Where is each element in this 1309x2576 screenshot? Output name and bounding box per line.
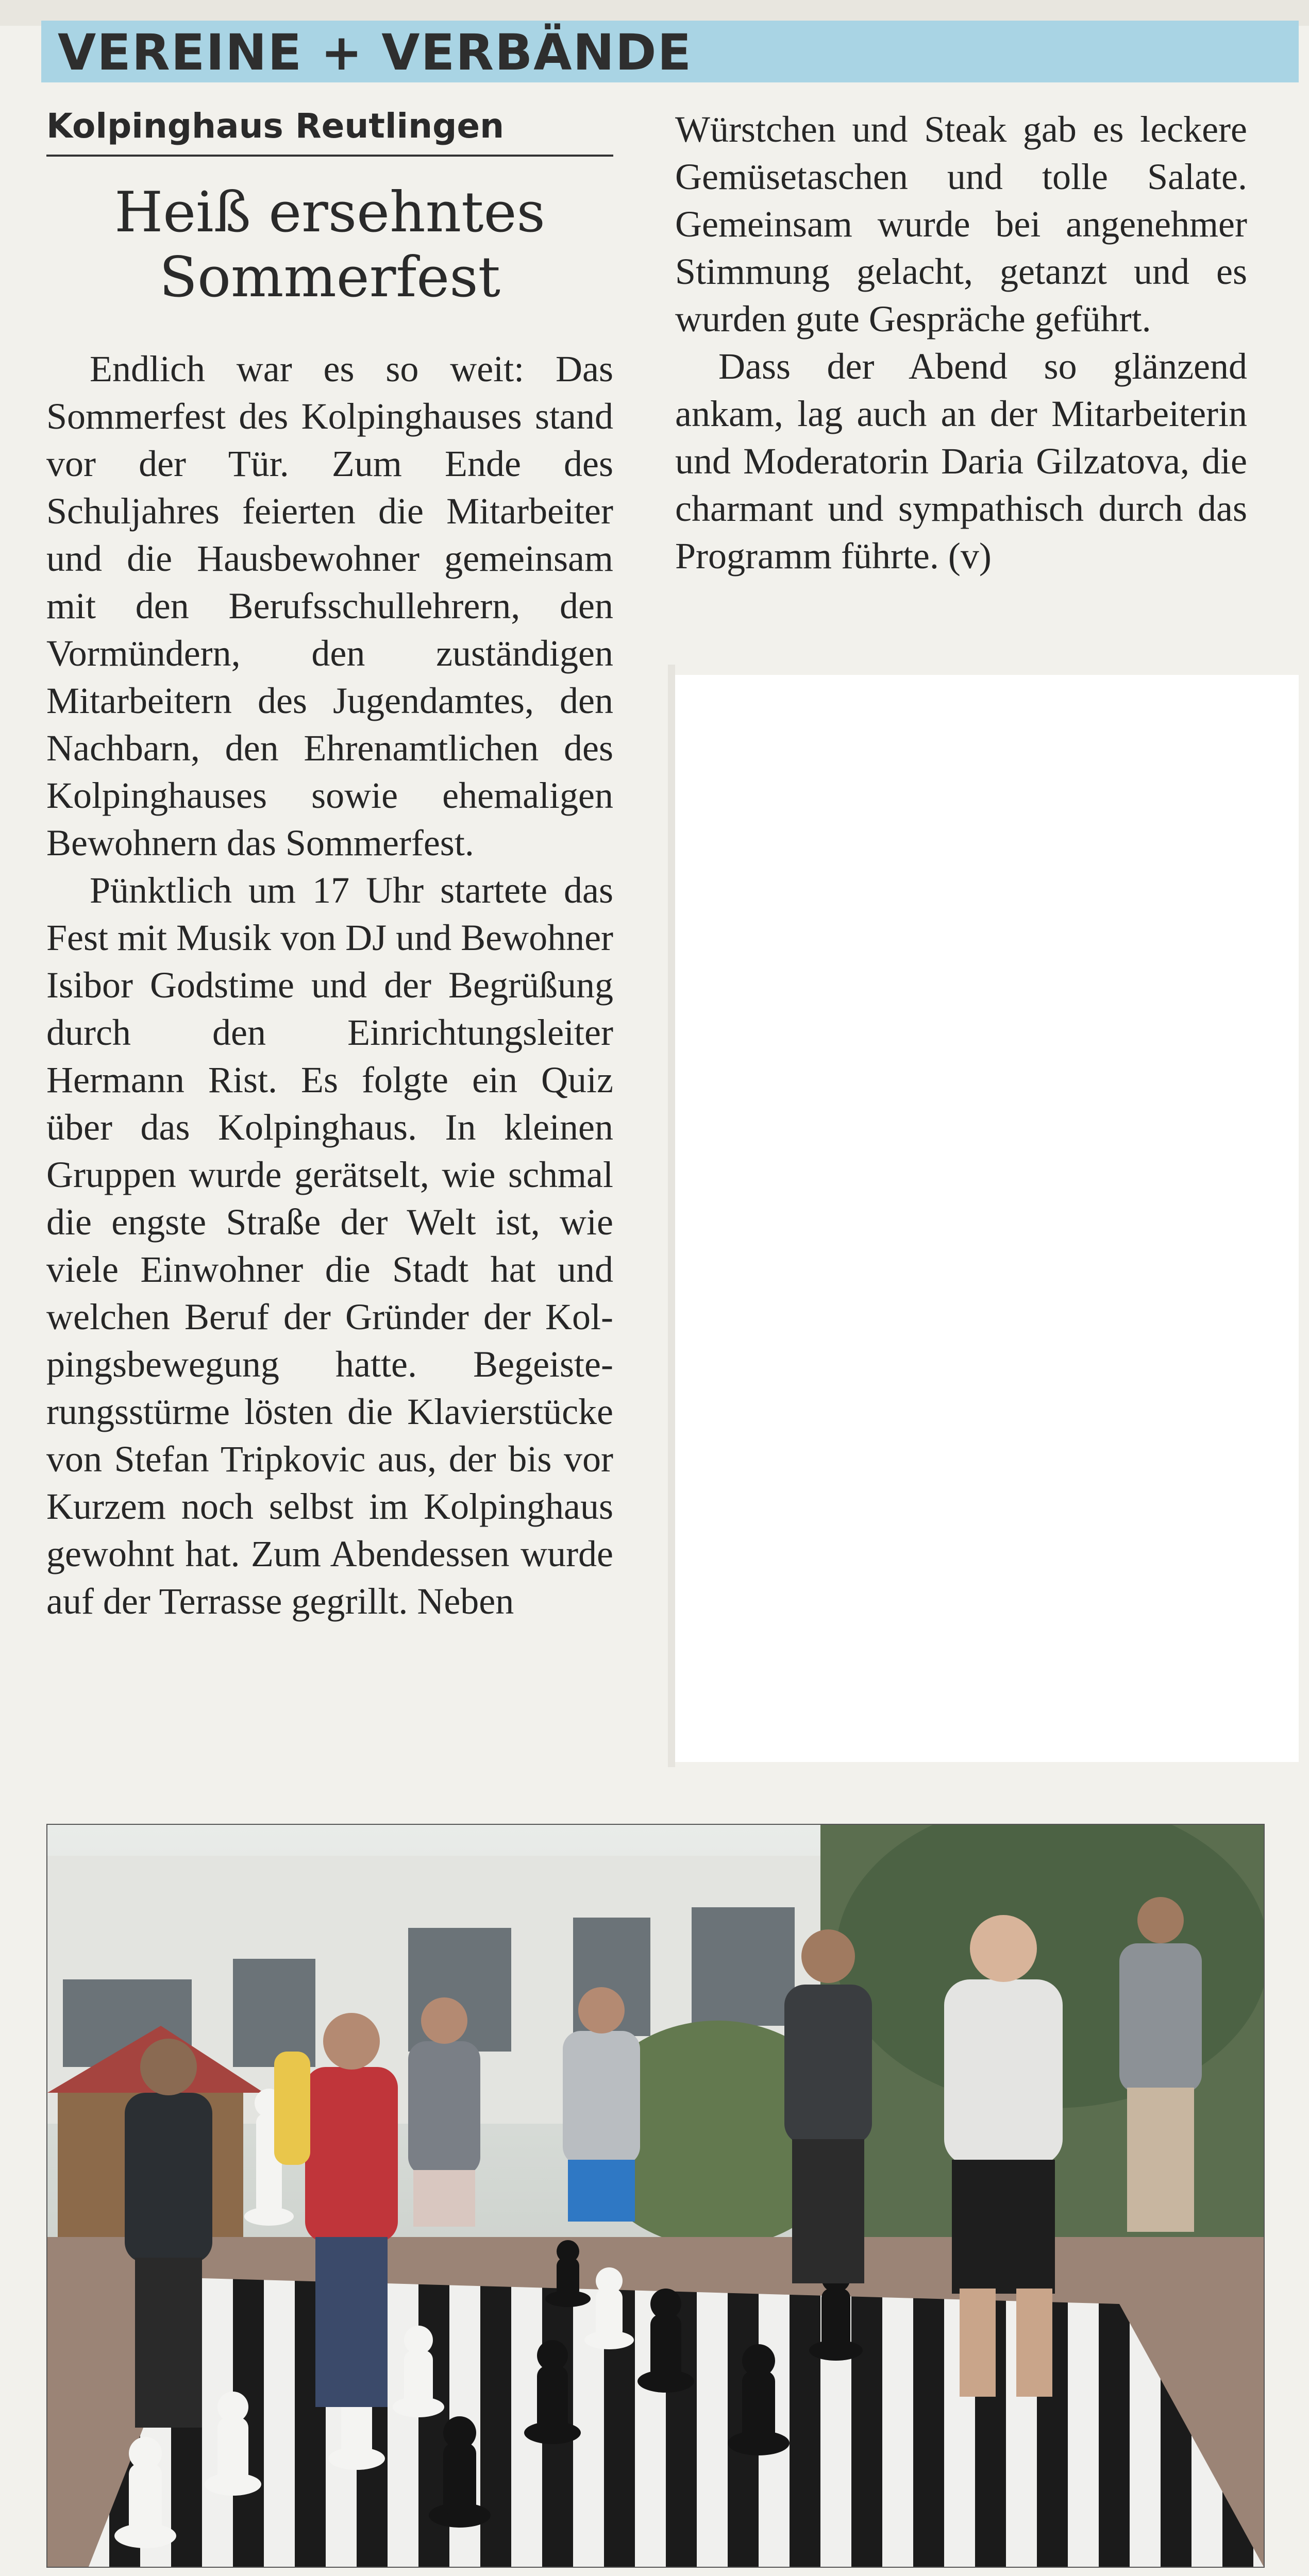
paragraph-3: Würstchen und Steak gab es leckere Gemüsetaschen und tolle Salate. Gemeinsam wurde bei angenehmer Stimmung gelacht, getanzt und es wurden gute Gespräche geführt. bbox=[675, 109, 1247, 340]
paragraph-2: Pünktlich um 17 Uhr startete das Fest mit Musik von DJ und Bewohner Isibor Godstime und der Begrüßung durch den Einrichtungsleiter Hermann Rist. Es folgte ein Quiz über das Kolpinghaus. In kleinen Gruppen wurde gerätselt, wie schmal die engste Straße der Welt ist, wie viele Einwohner die Stadt hat und welchen Beruf der Gründer der Kolpingsbewegung hatte. Begeisterungsstürme lösten die Klavierstücke von Stefan Tripkovic aus, der bis vor Kurzem noch selbst im Kolpinghaus gewohnt hat. Zum Abendessen wurde auf der Terrasse gegrillt. Neben bbox=[46, 870, 614, 1622]
headline-line-1: Heiß ersehntes bbox=[114, 180, 545, 245]
article-column-right bbox=[675, 106, 1247, 580]
chess-photo-illustration bbox=[47, 1825, 1264, 2567]
rubric-title: VEREINE + VERBÄNDE bbox=[58, 24, 693, 81]
paragraph-1: Endlich war es so weit: Das Sommerfest des Kolpinghauses stand vor der Tür. Zum Ende des Schuljahres feierten die Mitarbeiter und die Hausbewohner gemeinsam mit den Berufsschullehrern, den Vormündern, den zuständigen Mitarbeitern des Jugendamtes, den Nachbarn, den Ehrenamtlichen des Kolpinghauses sowie ehemaligen Bewohnern das Sommerfest. bbox=[46, 348, 613, 863]
kicker-line: Kolpinghaus Reutlingen bbox=[46, 106, 505, 146]
paragraph-4: Dass der Abend so glänzend ankam, lag auch an der Mitarbeiterin und Moderatorin Daria Gilzatova, die charmant und sympathisch durch das Programm führte. (v) bbox=[675, 346, 1247, 577]
scan-shadow bbox=[668, 665, 675, 1767]
blank-area bbox=[675, 675, 1299, 1762]
article-headline bbox=[46, 180, 613, 310]
headline-line-2: Sommerfest bbox=[159, 245, 501, 310]
article-photo bbox=[46, 1824, 1265, 2568]
kicker-rule bbox=[46, 155, 613, 157]
article-column-left bbox=[46, 345, 613, 1625]
